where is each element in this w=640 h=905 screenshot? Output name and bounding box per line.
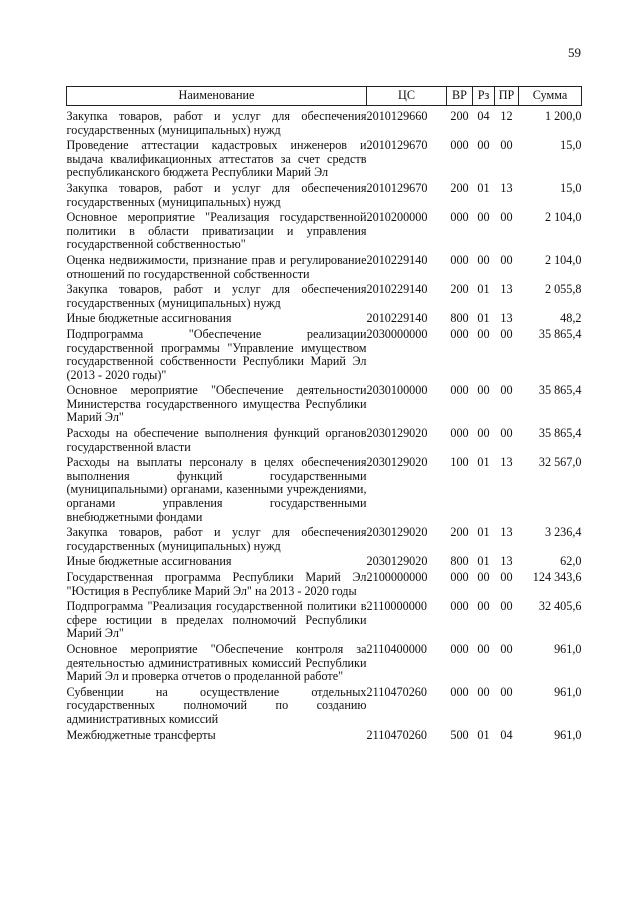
row-sum: 32 567,0 xyxy=(538,455,582,470)
row-sum: 961,0 xyxy=(554,727,582,742)
row-sum: 15,0 xyxy=(560,180,582,195)
row-cs-code: 2030000000 xyxy=(366,326,428,341)
row-rz-code: 01 xyxy=(477,311,490,326)
row-cs-code: 2010129660 xyxy=(366,109,428,123)
row-sum: 2 104,0 xyxy=(544,210,582,225)
row-cs-code: 2010229140 xyxy=(366,282,428,297)
row-rz-code: 00 xyxy=(477,641,490,656)
row-rz-code: 00 xyxy=(477,383,490,398)
row-vr-code: 000 xyxy=(450,383,469,398)
row-pr-code: 00 xyxy=(500,684,513,699)
row-sum: 48,2 xyxy=(560,311,582,326)
table-row xyxy=(67,526,582,555)
header-rz: Рз xyxy=(473,87,495,106)
row-vr-code: 000 xyxy=(450,641,469,656)
row-cs-code: 2030129020 xyxy=(366,455,428,470)
row-cs-code: 2030100000 xyxy=(366,383,428,398)
table-row xyxy=(67,182,582,211)
row-name: Межбюджетные трансферты xyxy=(66,727,216,742)
row-rz-code: 00 xyxy=(477,599,490,614)
row-pr-code: 13 xyxy=(500,311,513,326)
header-cs: ЦС xyxy=(367,87,447,106)
row-pr-code: 04 xyxy=(500,727,513,742)
table-header-row xyxy=(67,87,582,106)
table-row xyxy=(67,600,582,643)
row-sum: 35 865,4 xyxy=(538,326,582,341)
row-cs-code: 2030129020 xyxy=(366,426,428,441)
row-sum: 124 343,6 xyxy=(532,570,582,584)
row-rz-code: 00 xyxy=(477,570,490,584)
row-vr-code: 000 xyxy=(450,326,469,341)
row-cs-code: 2030129020 xyxy=(366,525,428,540)
row-rz-code: 01 xyxy=(477,455,490,470)
row-rz-code: 01 xyxy=(477,554,490,569)
table-row xyxy=(67,456,582,526)
row-rz-code: 00 xyxy=(477,426,490,441)
row-rz-code: 04 xyxy=(477,109,490,123)
row-vr-code: 200 xyxy=(450,282,469,297)
row-name: Расходы на выплаты персоналу в целях обеспечения выполнения функций государственными (муниципальными) органами, казенными учреждениями, органами управления государственными внебюджетными фондами xyxy=(66,455,367,524)
row-rz-code: 00 xyxy=(477,684,490,699)
row-rz-code: 00 xyxy=(477,210,490,225)
header-sum: Сумма xyxy=(519,87,582,106)
row-pr-code: 00 xyxy=(500,252,513,267)
table-row xyxy=(67,427,582,456)
row-pr-code: 00 xyxy=(500,599,513,614)
row-vr-code: 800 xyxy=(450,311,469,326)
row-pr-code: 00 xyxy=(500,138,513,153)
row-pr-code: 00 xyxy=(500,326,513,341)
row-name: Закупка товаров, работ и услуг для обеспечения государственных (муниципальных) нужд xyxy=(66,180,367,209)
row-sum: 62,0 xyxy=(560,554,582,569)
row-sum: 32 405,6 xyxy=(538,599,582,614)
row-pr-code: 12 xyxy=(500,109,513,123)
table-row xyxy=(67,283,582,312)
row-vr-code: 200 xyxy=(450,525,469,540)
row-name: Субвенции на осуществление отдельных государственных полномочий по созданию административных комиссий xyxy=(66,684,367,726)
row-vr-code: 000 xyxy=(450,599,469,614)
row-name: Подпрограмма "Обеспечение реализации государственной программы "Управление имуществом государственной собственности Республики Марий Эл (2013 - 2020 годы)" xyxy=(66,326,367,382)
row-rz-code: 01 xyxy=(477,282,490,297)
row-cs-code: 2100000000 xyxy=(366,570,428,584)
row-pr-code: 00 xyxy=(500,383,513,398)
row-vr-code: 200 xyxy=(450,180,469,195)
row-name: Закупка товаров, работ и услуг для обеспечения государственных (муниципальных) нужд xyxy=(66,282,367,310)
row-sum: 3 236,4 xyxy=(544,525,582,540)
row-cs-code: 2110000000 xyxy=(366,599,427,614)
row-rz-code: 00 xyxy=(477,138,490,153)
row-vr-code: 000 xyxy=(450,570,469,584)
header-vr: ВР xyxy=(447,87,473,106)
row-vr-code: 500 xyxy=(450,727,469,742)
budget-table xyxy=(66,86,582,744)
row-vr-code: 000 xyxy=(450,210,469,225)
row-name: Основное мероприятие "Обеспечение контроля за деятельностью административных комиссий Республики Марий Эл и проверка отчетов о проделанной работе" xyxy=(66,641,367,684)
row-cs-code: 2010200000 xyxy=(366,210,428,225)
row-vr-code: 000 xyxy=(450,426,469,441)
table-row xyxy=(67,328,582,384)
row-rz-code: 01 xyxy=(477,525,490,540)
row-rz-code: 01 xyxy=(477,727,490,742)
row-sum: 1 200,0 xyxy=(544,109,582,123)
row-cs-code: 2010129670 xyxy=(366,180,428,195)
row-cs-code: 2010129670 xyxy=(366,138,428,153)
header-pr: ПР xyxy=(495,87,519,106)
row-name: Закупка товаров, работ и услуг для обеспечения государственных (муниципальных) нужд xyxy=(66,525,367,553)
row-name: Проведение аттестации кадастровых инженеров и выдача квалификационных аттестатов за счет средств республиканского бюджета Республики Марий Эл xyxy=(66,138,367,180)
row-vr-code: 000 xyxy=(450,252,469,267)
row-pr-code: 13 xyxy=(500,525,513,540)
page-number: 59 xyxy=(568,45,581,60)
table-row xyxy=(67,555,582,571)
row-vr-code: 200 xyxy=(450,109,469,123)
row-cs-code: 2010229140 xyxy=(366,311,428,326)
row-cs-code: 2110470260 xyxy=(366,684,427,699)
row-name: Закупка товаров, работ и услуг для обеспечения государственных (муниципальных) нужд xyxy=(66,109,367,137)
row-pr-code: 00 xyxy=(500,570,513,584)
row-sum: 35 865,4 xyxy=(538,383,582,398)
row-sum: 15,0 xyxy=(560,138,582,153)
row-vr-code: 100 xyxy=(450,455,469,470)
row-cs-code: 2110470260 xyxy=(366,727,427,742)
row-name: Основное мероприятие "Реализация государственной политики в области приватизации и управления государственной собственностью" xyxy=(66,210,367,252)
table-row xyxy=(67,254,582,283)
table-row xyxy=(67,643,582,686)
row-pr-code: 00 xyxy=(500,641,513,656)
row-sum: 2 104,0 xyxy=(544,252,582,267)
row-pr-code: 13 xyxy=(500,180,513,195)
row-vr-code: 000 xyxy=(450,138,469,153)
table-row xyxy=(67,384,582,427)
row-name: Иные бюджетные ассигнования xyxy=(66,311,232,326)
row-sum: 961,0 xyxy=(554,684,582,699)
row-name: Расходы на обеспечение выполнения функций органов государственной власти xyxy=(66,426,367,454)
row-rz-code: 01 xyxy=(477,180,490,195)
row-name: Оценка недвижимости, признание прав и регулирование отношений по государственной собственности xyxy=(66,252,367,281)
row-sum: 961,0 xyxy=(554,641,582,656)
row-vr-code: 800 xyxy=(450,554,469,569)
row-cs-code: 2110400000 xyxy=(366,641,427,656)
row-name: Основное мероприятие "Обеспечение деятельности Министерства государственного имущества Республики Марий Эл" xyxy=(66,383,367,425)
row-name: Государственная программа Республики Марий Эл "Юстиция в Республике Марий Эл" на 2013 - 2020 годы xyxy=(66,570,367,598)
row-sum: 35 865,4 xyxy=(538,426,582,441)
row-rz-code: 00 xyxy=(477,326,490,341)
table-row xyxy=(67,139,582,182)
row-name: Иные бюджетные ассигнования xyxy=(66,554,232,569)
header-name: Наименование xyxy=(67,87,367,106)
row-pr-code: 13 xyxy=(500,455,513,470)
row-pr-code: 13 xyxy=(500,554,513,569)
table-row xyxy=(67,729,582,745)
row-name: Подпрограмма "Реализация государственной политики в сфере юстиции в пределах полномочий Республики Марий Эл" xyxy=(66,599,367,641)
row-vr-code: 000 xyxy=(450,684,469,699)
row-cs-code: 2030129020 xyxy=(366,554,428,569)
row-pr-code: 13 xyxy=(500,282,513,297)
row-pr-code: 00 xyxy=(500,210,513,225)
table-row xyxy=(67,686,582,729)
table-row xyxy=(67,211,582,254)
row-rz-code: 00 xyxy=(477,252,490,267)
table-row xyxy=(67,312,582,328)
row-sum: 2 055,8 xyxy=(544,282,582,297)
table-row xyxy=(67,571,582,600)
table-row xyxy=(67,110,582,139)
row-pr-code: 00 xyxy=(500,426,513,441)
row-cs-code: 2010229140 xyxy=(366,252,428,267)
